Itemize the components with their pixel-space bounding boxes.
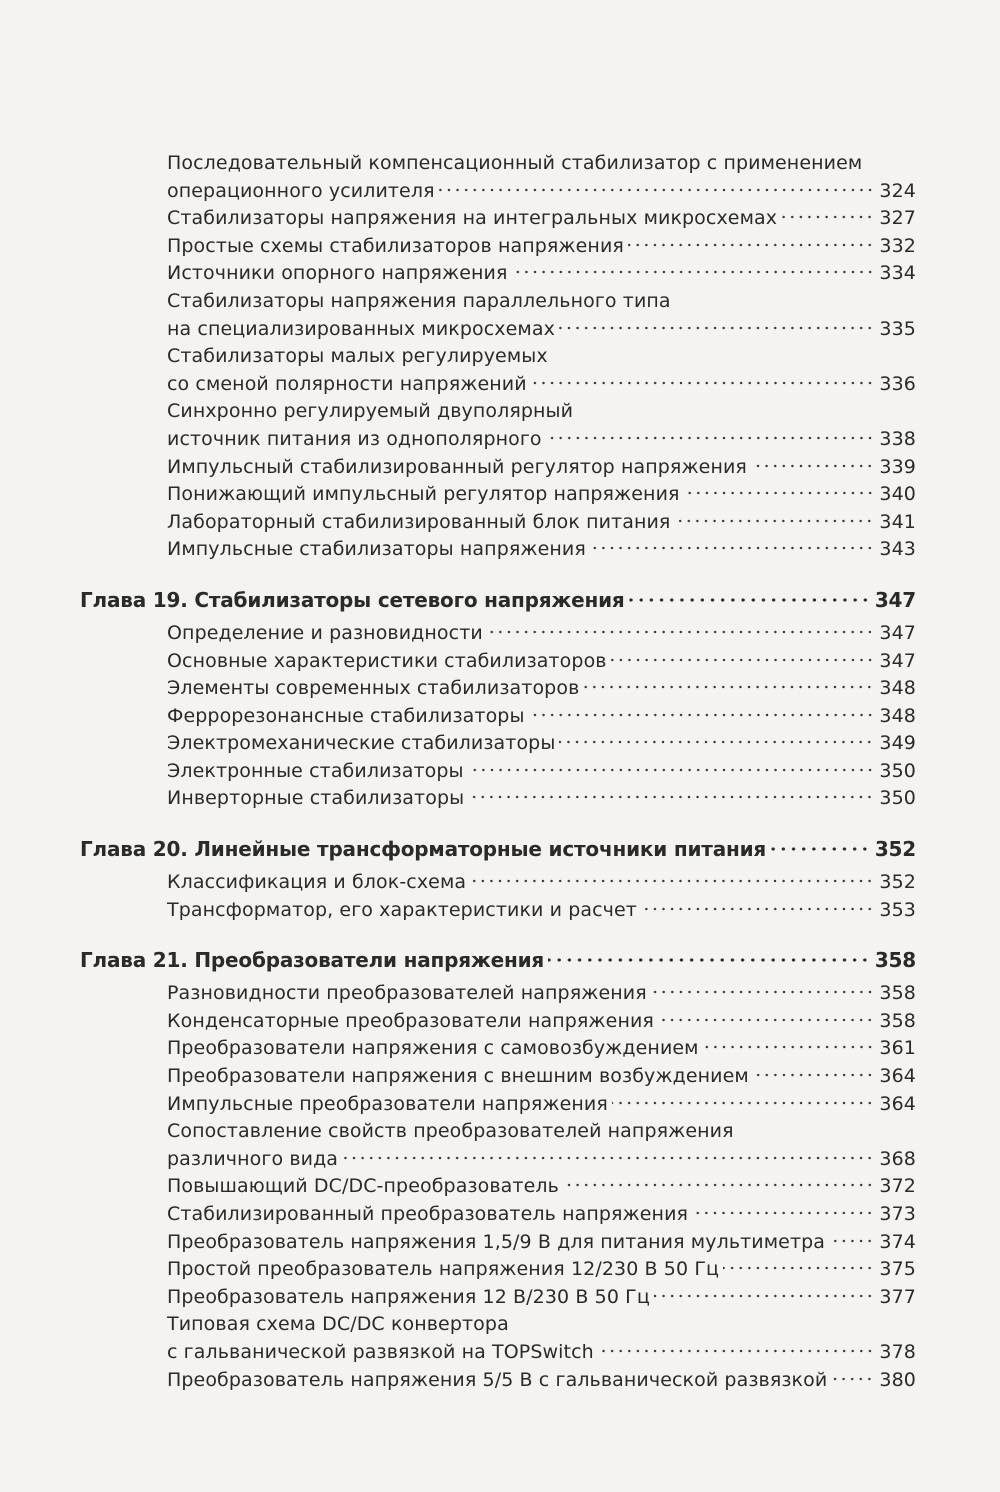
toc-entry-title: источник питания из однополярного bbox=[167, 427, 542, 450]
toc-entry[interactable] bbox=[80, 1229, 916, 1257]
toc-entry-title: Импульсный стабилизированный регулятор напряжения bbox=[167, 455, 747, 478]
table-of-contents bbox=[80, 150, 916, 1394]
toc-entry-title: Импульсные стабилизаторы напряжения bbox=[167, 538, 586, 561]
toc-entry-page: 380 bbox=[879, 1368, 916, 1391]
toc-entry-title: Элементы современных стабилизаторов bbox=[167, 677, 580, 700]
toc-entry[interactable] bbox=[80, 1035, 916, 1063]
toc-entry-title: с гальванической развязкой на TOPSwitch bbox=[167, 1340, 594, 1363]
toc-entry-page: 338 bbox=[879, 427, 916, 450]
dot-leader bbox=[658, 1018, 874, 1022]
toc-entry[interactable] bbox=[80, 1063, 916, 1091]
chapter-heading-21[interactable] bbox=[80, 946, 916, 974]
toc-entry-page: 350 bbox=[879, 759, 916, 782]
toc-entry[interactable] bbox=[80, 785, 916, 813]
toc-entry-title: Преобразователь напряжения 5/5 В с гальванической развязкой bbox=[167, 1368, 828, 1391]
toc-entry[interactable] bbox=[80, 481, 916, 509]
toc-entry[interactable] bbox=[80, 897, 916, 925]
chapter-page: 358 bbox=[874, 948, 916, 973]
toc-entry-title: операционного усилителя bbox=[167, 179, 435, 202]
toc-entry-title: Стабилизаторы напряжения на интегральных микросхемах bbox=[167, 207, 778, 230]
toc-entry-page: 372 bbox=[879, 1175, 916, 1198]
chapter-title: Глава 20. Линейные трансформаторные источники питания bbox=[80, 837, 767, 862]
toc-entry[interactable] bbox=[80, 205, 916, 233]
toc-entry-page: 340 bbox=[879, 483, 916, 506]
chapter-title: Глава 19. Стабилизаторы сетевого напряжения bbox=[80, 587, 625, 612]
toc-entry[interactable] bbox=[80, 1201, 916, 1229]
chapter-title: Глава 21. Преобразователи напряжения bbox=[80, 948, 545, 973]
toc-entry-page: 349 bbox=[879, 732, 916, 755]
dot-leader bbox=[590, 546, 874, 550]
toc-entry[interactable] bbox=[80, 536, 916, 564]
toc-entry-title: Импульсные преобразователи напряжения bbox=[167, 1092, 608, 1115]
toc-entry-page: 339 bbox=[879, 455, 916, 478]
toc-entry-page: 373 bbox=[879, 1203, 916, 1225]
toc-entry-title-line1: Стабилизаторы напряжения параллельного типа bbox=[167, 289, 671, 312]
dot-leader bbox=[692, 1211, 874, 1215]
dot-leader bbox=[487, 630, 874, 634]
chapter-page: 352 bbox=[874, 837, 916, 862]
toc-entry-page: 341 bbox=[879, 510, 916, 533]
dot-leader bbox=[548, 958, 870, 962]
toc-entry[interactable] bbox=[80, 398, 916, 453]
dot-leader bbox=[703, 1045, 874, 1049]
dot-leader bbox=[546, 436, 874, 440]
dot-leader bbox=[751, 464, 874, 468]
toc-entry-title: Конденсаторные преобразователи напряжения bbox=[167, 1009, 654, 1032]
toc-entry-title: Стабилизированный преобразователь напряжения bbox=[167, 1203, 689, 1225]
toc-entry-title-line1: Стабилизаторы малых регулируемых bbox=[167, 345, 548, 368]
dot-leader bbox=[651, 990, 874, 994]
dot-leader bbox=[583, 685, 874, 689]
toc-entry-title-line1: Сопоставление свойств преобразователей напряжения bbox=[167, 1120, 734, 1143]
toc-entry-page: 374 bbox=[879, 1230, 916, 1253]
dot-leader bbox=[831, 1377, 874, 1381]
toc-entry-page: 335 bbox=[879, 317, 916, 340]
toc-entry-title: Простые схемы стабилизаторов напряжения bbox=[167, 234, 624, 257]
dot-leader bbox=[468, 768, 874, 772]
toc-entry-title: Простой преобразователь напряжения 12/230 В 50 Гц bbox=[167, 1258, 720, 1281]
toc-entry-page: 358 bbox=[879, 982, 916, 1005]
toc-entry-page: 375 bbox=[879, 1258, 916, 1281]
toc-entry-title: Преобразователь напряжения 12 В/230 В 50 Гц bbox=[167, 1285, 650, 1308]
chapter-heading-20[interactable] bbox=[80, 835, 916, 863]
toc-entry[interactable] bbox=[80, 1311, 916, 1366]
dot-leader bbox=[512, 270, 874, 274]
dot-leader bbox=[598, 1349, 874, 1353]
toc-entry[interactable] bbox=[80, 1367, 916, 1395]
toc-entry[interactable] bbox=[80, 675, 916, 703]
toc-entry-page: 327 bbox=[879, 207, 916, 230]
dot-leader bbox=[559, 326, 874, 330]
dot-leader bbox=[470, 879, 874, 883]
dot-leader bbox=[529, 713, 874, 717]
toc-entry-title: Источники опорного напряжения bbox=[167, 262, 508, 285]
toc-entry-title: Лабораторный стабилизированный блок питания bbox=[167, 510, 671, 533]
dot-leader bbox=[563, 1183, 874, 1187]
toc-entry[interactable] bbox=[80, 150, 916, 205]
toc-entry-page: 336 bbox=[879, 372, 916, 395]
dot-leader bbox=[628, 243, 874, 247]
dot-leader bbox=[674, 519, 874, 523]
toc-entry-page: 334 bbox=[879, 262, 916, 285]
toc-entry-title: на специализированных микросхемах bbox=[167, 317, 555, 340]
toc-entry-page: 377 bbox=[879, 1285, 916, 1308]
toc-entry-title: Трансформатор, его характеристики и расчет bbox=[167, 898, 637, 921]
toc-entry-page: 347 bbox=[879, 621, 916, 644]
dot-leader bbox=[723, 1266, 874, 1270]
toc-entry-title: Классификация и блок-схема bbox=[167, 871, 467, 894]
chapter-heading-19[interactable] bbox=[80, 586, 916, 614]
toc-entry-page: 378 bbox=[879, 1340, 916, 1363]
toc-entry[interactable] bbox=[80, 1284, 916, 1312]
dot-leader bbox=[468, 795, 874, 799]
toc-entry-title-line1: Последовательный компенсационный стабилизатор с применением bbox=[167, 152, 863, 174]
dot-leader bbox=[641, 907, 874, 911]
toc-entry-title: Преобразователи напряжения с самовозбуждением bbox=[167, 1037, 699, 1060]
dot-leader bbox=[611, 658, 874, 662]
toc-entry[interactable] bbox=[80, 1118, 916, 1173]
toc-entry[interactable] bbox=[80, 1008, 916, 1036]
dot-leader bbox=[629, 598, 870, 602]
toc-entry-page: 364 bbox=[879, 1092, 916, 1115]
toc-entry-title: Преобразователи напряжения с внешним возбуждением bbox=[167, 1065, 749, 1088]
toc-entry-page: 368 bbox=[879, 1147, 916, 1170]
chapter-page: 347 bbox=[874, 587, 916, 612]
toc-entry-page: 358 bbox=[879, 1009, 916, 1032]
toc-entry-title-line1: Типовая схема DC/DC конвертора bbox=[167, 1313, 509, 1336]
dot-leader bbox=[439, 188, 874, 192]
toc-entry-title: Понижающий импульсный регулятор напряжения bbox=[167, 483, 680, 506]
dot-leader bbox=[612, 1101, 874, 1105]
dot-leader bbox=[342, 1156, 874, 1160]
toc-entry[interactable] bbox=[80, 730, 916, 758]
toc-entry-title: Повышающий DC/DC-преобразователь bbox=[167, 1175, 559, 1198]
toc-entry[interactable] bbox=[80, 703, 916, 731]
toc-entry-title: Определение и разновидности bbox=[167, 621, 483, 644]
dot-leader bbox=[559, 740, 874, 744]
toc-entry-title: Электромеханические стабилизаторы bbox=[167, 732, 556, 755]
toc-entry[interactable] bbox=[80, 288, 916, 343]
dot-leader bbox=[684, 491, 874, 495]
toc-entry-page: 347 bbox=[879, 649, 916, 672]
toc-entry-title: Основные характеристики стабилизаторов bbox=[167, 649, 607, 672]
toc-entry-title: Феррорезонансные стабилизаторы bbox=[167, 704, 525, 727]
toc-entry[interactable] bbox=[80, 454, 916, 482]
toc-entry[interactable] bbox=[80, 980, 916, 1008]
toc-entry-page: 348 bbox=[879, 677, 916, 700]
toc-entry[interactable] bbox=[80, 260, 916, 288]
dot-leader bbox=[654, 1294, 874, 1298]
dot-leader bbox=[781, 215, 874, 219]
toc-entry-title: со сменой полярности напряжений bbox=[167, 372, 527, 395]
toc-entry-page: 350 bbox=[879, 787, 916, 810]
toc-entry-page: 343 bbox=[879, 538, 916, 561]
toc-entry-page: 353 bbox=[879, 898, 916, 921]
toc-entry-title: Разновидности преобразователей напряжения bbox=[167, 982, 647, 1005]
toc-entry[interactable] bbox=[80, 620, 916, 648]
toc-entry-page: 332 bbox=[879, 234, 916, 257]
toc-entry[interactable] bbox=[80, 1091, 916, 1119]
toc-entry[interactable] bbox=[80, 509, 916, 537]
dot-leader bbox=[531, 381, 874, 385]
toc-entry-page: 348 bbox=[879, 704, 916, 727]
toc-entry-page: 364 bbox=[879, 1065, 916, 1088]
toc-entry[interactable] bbox=[80, 1173, 916, 1201]
toc-entry[interactable] bbox=[80, 1256, 916, 1284]
dot-leader bbox=[829, 1239, 874, 1243]
toc-entry[interactable] bbox=[80, 648, 916, 676]
toc-entry-title: различного вида bbox=[167, 1147, 339, 1170]
toc-entry[interactable] bbox=[80, 233, 916, 261]
toc-entry[interactable] bbox=[80, 343, 916, 398]
toc-entry[interactable] bbox=[80, 758, 916, 786]
toc-entry-title-line1: Синхронно регулируемый двуполярный bbox=[167, 400, 574, 423]
toc-entry[interactable] bbox=[80, 869, 916, 897]
toc-entry-page: 352 bbox=[879, 871, 916, 894]
toc-entry-title: Инверторные стабилизаторы bbox=[167, 787, 465, 810]
toc-entry-title: Электронные стабилизаторы bbox=[167, 759, 464, 782]
dot-leader bbox=[753, 1073, 874, 1077]
toc-entry-page: 324 bbox=[879, 179, 916, 202]
dot-leader bbox=[770, 847, 870, 851]
toc-entry-title: Преобразователь напряжения 1,5/9 В для питания мультиметра bbox=[167, 1230, 826, 1253]
toc-entry-page: 361 bbox=[879, 1037, 916, 1060]
